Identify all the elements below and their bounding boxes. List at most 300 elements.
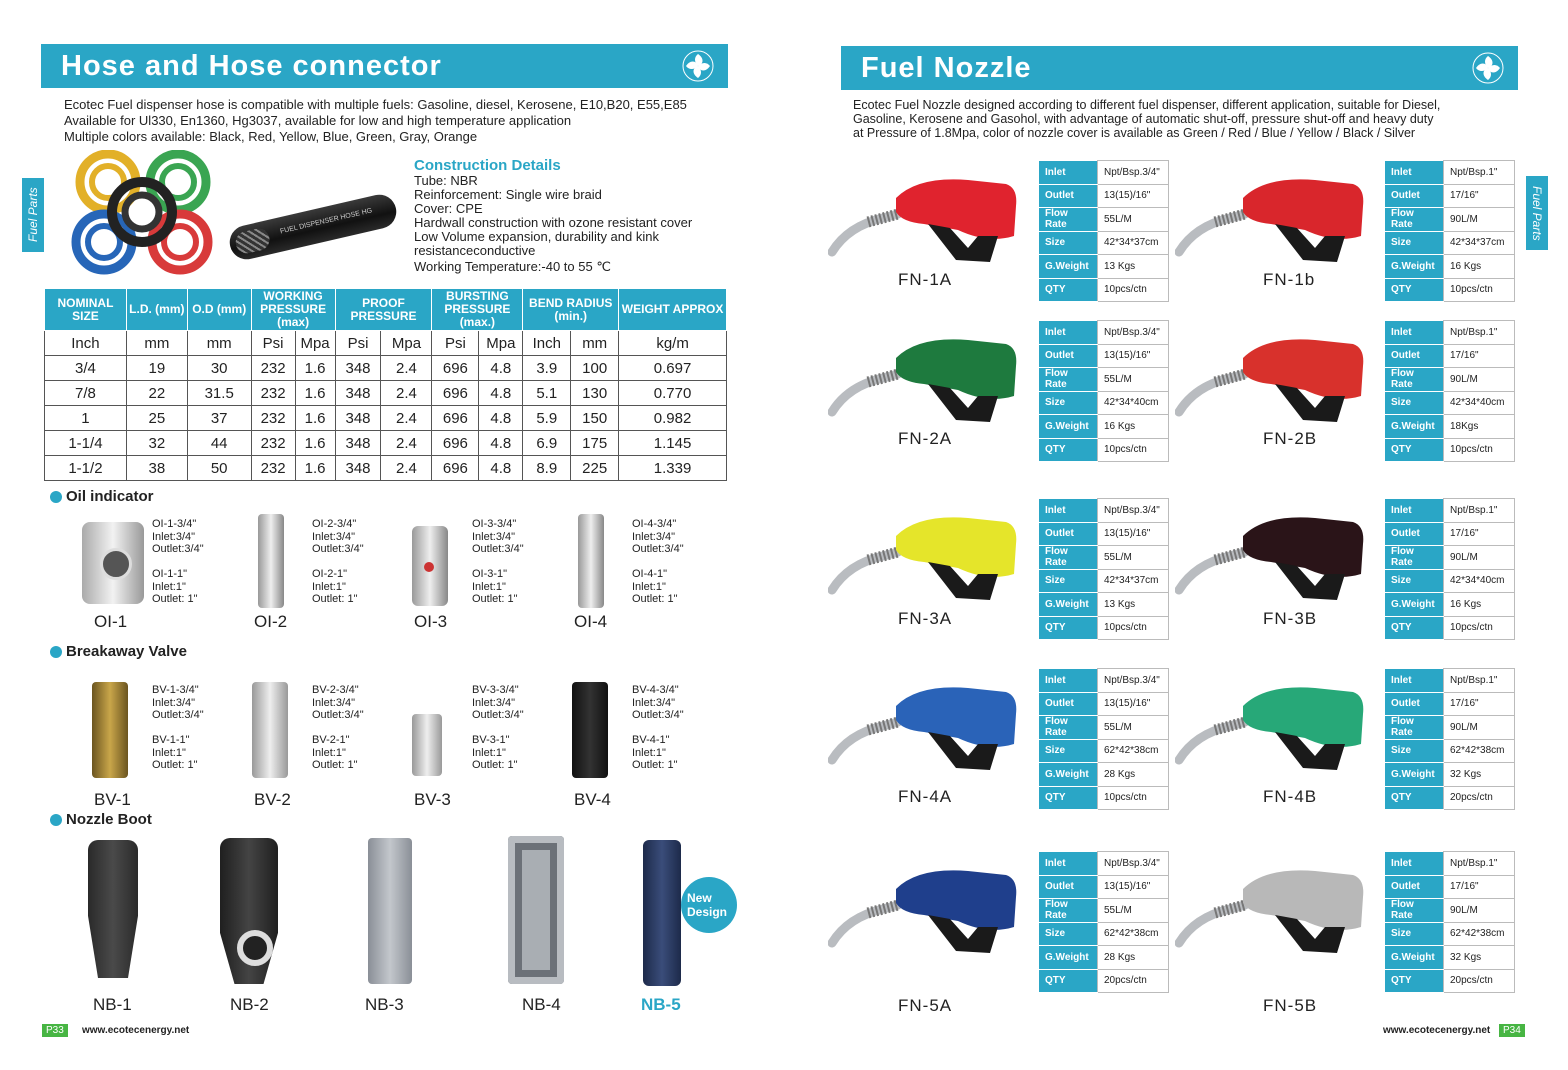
- spec-line: Inlet:1": [632, 580, 666, 593]
- spec-value: Npt/Bsp.1": [1444, 852, 1515, 876]
- oi-spec-b: [152, 568, 197, 606]
- right-banner-title: Fuel Nozzle: [861, 51, 1032, 84]
- spec-key: QTY: [1385, 438, 1444, 462]
- bv-photo: [252, 682, 288, 778]
- nb-1-label: NB-1: [93, 995, 132, 1014]
- spec-value: Npt/Bsp.3/4": [1098, 321, 1169, 345]
- spec-key: G.Weight: [1039, 946, 1098, 970]
- oi-label: OI-3: [414, 612, 448, 631]
- table-cell: 7/8: [45, 381, 127, 406]
- table-cell: 31.5: [187, 381, 251, 406]
- table-cell: 175: [571, 431, 619, 456]
- spec-key: Size: [1385, 231, 1444, 255]
- spec-line: Outlet:3/4": [312, 709, 364, 721]
- hose-section-photo: [226, 191, 399, 262]
- nozzle-model-label: FN-1b: [1263, 270, 1316, 289]
- bv-spec-b: [632, 734, 677, 772]
- nb-2-label: NB-2: [230, 995, 269, 1014]
- table-cell: 8.9: [523, 456, 571, 481]
- spec-line: Outlet: 1": [632, 593, 678, 605]
- spec-row: [1385, 763, 1515, 787]
- table-cell: 1.6: [295, 356, 335, 381]
- spec-key: Outlet: [1039, 344, 1098, 368]
- oi-spec-a: [632, 518, 684, 556]
- construction-title: Construction Details: [414, 157, 561, 174]
- bullet-dot: [50, 646, 62, 658]
- spec-key: Inlet: [1039, 161, 1098, 185]
- spec-key: Outlet: [1385, 692, 1444, 716]
- spec-line: OI-4-3/4": [632, 518, 677, 530]
- unit-cell: Inch: [523, 331, 571, 356]
- spec-row: [1039, 184, 1169, 208]
- nozzle-photo: [1175, 326, 1375, 426]
- spec-value: 13(15)/16": [1098, 184, 1169, 208]
- spec-row: [1039, 522, 1169, 546]
- spec-row: [1385, 208, 1515, 232]
- spec-value: 16 Kgs: [1444, 255, 1515, 279]
- spec-value: 17/16": [1444, 875, 1515, 899]
- spec-row: [1039, 391, 1169, 415]
- spec-row: [1385, 922, 1515, 946]
- spec-line: Inlet:1": [152, 746, 186, 759]
- spec-key: Outlet: [1039, 875, 1098, 899]
- header-working-pressure: WORKING PRESSURE (max): [251, 289, 335, 331]
- spec-row: [1385, 786, 1515, 810]
- nb-1-photo: [88, 840, 138, 978]
- oi-label: OI-2: [254, 612, 288, 631]
- spec-line: Outlet: 1": [472, 593, 518, 605]
- bv-photo: [572, 682, 608, 778]
- spec-row: [1039, 616, 1169, 640]
- spec-row: [1385, 321, 1515, 345]
- unit-cell: Psi: [432, 331, 479, 356]
- spec-key: Flow Rate: [1039, 716, 1098, 740]
- construction-details: [414, 157, 729, 274]
- table-cell: 696: [432, 356, 479, 381]
- spec-line: Inlet:1": [312, 580, 346, 593]
- spec-line: OI-2-3/4": [312, 518, 357, 530]
- table-cell: 5.9: [523, 406, 571, 431]
- bv-spec-a: [152, 684, 204, 722]
- spec-line: BV-2-1": [312, 734, 350, 746]
- spec-key: Inlet: [1385, 161, 1444, 185]
- nozzle-photo: [1175, 166, 1375, 266]
- table-cell: 2.4: [381, 356, 432, 381]
- table-cell: 6.9: [523, 431, 571, 456]
- spec-line: OI-1-3/4": [152, 518, 197, 530]
- breakaway-heading: [50, 643, 187, 660]
- nb-3-label: NB-3: [365, 995, 404, 1014]
- table-cell: 130: [571, 381, 619, 406]
- nozzle-photo: [1175, 674, 1375, 774]
- spec-value: 32 Kgs: [1444, 946, 1515, 970]
- table-cell: 5.1: [523, 381, 571, 406]
- spec-value: Npt/Bsp.1": [1444, 499, 1515, 523]
- oi-photo: [412, 526, 448, 606]
- table-cell: 100: [571, 356, 619, 381]
- spec-row: [1385, 716, 1515, 740]
- nozzle-model-label: FN-4A: [898, 787, 953, 806]
- table-cell: 232: [251, 381, 295, 406]
- spec-line: Inlet:1": [152, 580, 186, 593]
- spec-key: G.Weight: [1385, 415, 1444, 439]
- spec-row: [1039, 946, 1169, 970]
- spec-key: Inlet: [1385, 669, 1444, 693]
- spec-value: 42*34*37cm: [1098, 569, 1169, 593]
- spec-line: Inlet:3/4": [152, 530, 196, 543]
- nb-4-label: NB-4: [522, 995, 561, 1014]
- spec-key: Outlet: [1039, 184, 1098, 208]
- spec-key: Flow Rate: [1385, 716, 1444, 740]
- spec-row: [1039, 875, 1169, 899]
- spec-row: [1385, 946, 1515, 970]
- spec-key: QTY: [1385, 969, 1444, 993]
- oi-spec-a: [152, 518, 204, 556]
- table-body: [45, 331, 727, 481]
- left-banner: [41, 44, 728, 88]
- table-cell: 3.9: [523, 356, 571, 381]
- left-page-number: P33: [42, 1024, 68, 1037]
- spec-value: 62*42*38cm: [1098, 922, 1169, 946]
- table-cell: 3/4: [45, 356, 127, 381]
- spec-value: 62*42*38cm: [1444, 922, 1515, 946]
- spec-line: OI-1-1": [152, 568, 188, 580]
- spec-key: Size: [1039, 569, 1098, 593]
- intro-line: at Pressure of 1.8Mpa, color of nozzle cover is available as Green / Red / Blue / Yellow / Black / Silver: [853, 126, 1416, 140]
- left-footer-url[interactable]: www.ecotecenergy.net: [82, 1025, 190, 1036]
- spec-line: Inlet:3/4": [472, 696, 516, 709]
- nozzle-photo: [1175, 504, 1375, 604]
- spec-value: Npt/Bsp.1": [1444, 161, 1515, 185]
- spec-line: Outlet:3/4": [632, 709, 684, 721]
- table-cell: 1.145: [619, 431, 727, 456]
- spec-value: 17/16": [1444, 344, 1515, 368]
- spec-key: Outlet: [1385, 184, 1444, 208]
- spec-value: 55L/M: [1098, 368, 1169, 392]
- bullet-dot: [50, 491, 62, 503]
- right-page-number: P34: [1499, 1024, 1525, 1037]
- spec-row: [1385, 231, 1515, 255]
- spec-line: Outlet: 1": [312, 593, 358, 605]
- bv-label: BV-2: [254, 790, 291, 809]
- spec-line: Inlet:1": [632, 746, 666, 759]
- bv-label: BV-3: [414, 790, 451, 809]
- table-cell: 348: [335, 381, 381, 406]
- ecotec-logo-icon: [682, 50, 714, 82]
- nb-5-label: NB-5: [641, 995, 681, 1014]
- table-cell: 38: [126, 456, 187, 481]
- right-side-tab: Fuel Parts: [1526, 176, 1548, 250]
- nozzle-spec-table: [1385, 668, 1515, 810]
- spec-key: G.Weight: [1039, 593, 1098, 617]
- table-cell: 2.4: [381, 381, 432, 406]
- spec-value: Npt/Bsp.3/4": [1098, 499, 1169, 523]
- nozzle-model-label: FN-3B: [1263, 609, 1318, 628]
- nozzle-spec-table: [1385, 851, 1515, 993]
- left-side-tab: Fuel Parts: [22, 178, 44, 252]
- table-cell: 4.8: [479, 356, 523, 381]
- nb-4-photo: [508, 836, 564, 984]
- right-footer-url[interactable]: www.ecotecenergy.net: [1383, 1025, 1491, 1036]
- spec-line: BV-3-1": [472, 734, 510, 746]
- table-cell: 150: [571, 406, 619, 431]
- spec-key: Flow Rate: [1385, 208, 1444, 232]
- bv-spec-a: [312, 684, 364, 722]
- spec-value: 90L/M: [1444, 899, 1515, 923]
- spec-line: Inlet:1": [472, 580, 506, 593]
- spec-value: 10pcs/ctn: [1444, 278, 1515, 302]
- spec-line: Inlet:3/4": [472, 530, 516, 543]
- spec-value: 13(15)/16": [1098, 344, 1169, 368]
- spec-line: Outlet:3/4": [152, 709, 204, 721]
- spec-row: [1385, 616, 1515, 640]
- table-cell: 0.697: [619, 356, 727, 381]
- spec-row: [1039, 763, 1169, 787]
- spec-key: G.Weight: [1385, 593, 1444, 617]
- nozzle-model-label: FN-4B: [1263, 787, 1318, 806]
- spec-value: Npt/Bsp.3/4": [1098, 161, 1169, 185]
- spec-value: 42*34*37cm: [1098, 231, 1169, 255]
- spec-line: Outlet: 1": [312, 759, 358, 771]
- table-row: [45, 381, 727, 406]
- hose-spec-table: [44, 288, 727, 481]
- spec-row: [1039, 368, 1169, 392]
- table-cell: 1: [45, 406, 127, 431]
- spec-value: 90L/M: [1444, 208, 1515, 232]
- table-cell: 44: [187, 431, 251, 456]
- table-cell: 22: [126, 381, 187, 406]
- spec-key: Size: [1385, 569, 1444, 593]
- spec-value: 42*34*40cm: [1444, 569, 1515, 593]
- spec-value: 90L/M: [1444, 546, 1515, 570]
- right-intro: [853, 98, 1523, 140]
- bv-spec-a: [472, 684, 524, 722]
- spec-key: Outlet: [1039, 522, 1098, 546]
- table-cell: 348: [335, 456, 381, 481]
- nozzle-photo: [1175, 857, 1375, 957]
- spec-row: [1385, 669, 1515, 693]
- bv-spec-b: [152, 734, 197, 772]
- nb-2-ring: [237, 930, 273, 966]
- oi-label: OI-4: [574, 612, 608, 631]
- construction-line: Low Volume expansion, durability and kink: [414, 229, 659, 244]
- oi-photo: [258, 514, 284, 608]
- spec-key: QTY: [1385, 786, 1444, 810]
- spec-key: Flow Rate: [1385, 546, 1444, 570]
- table-cell: 1.6: [295, 431, 335, 456]
- spec-value: 16 Kgs: [1444, 593, 1515, 617]
- bv-photo: [412, 714, 442, 776]
- unit-cell: mm: [187, 331, 251, 356]
- nozzle-photo: [828, 674, 1028, 774]
- spec-value: 32 Kgs: [1444, 763, 1515, 787]
- spec-row: [1039, 499, 1169, 523]
- spec-value: 55L/M: [1098, 546, 1169, 570]
- table-cell: 2.4: [381, 406, 432, 431]
- spec-row: [1039, 208, 1169, 232]
- spec-row: [1385, 739, 1515, 763]
- spec-key: Inlet: [1039, 852, 1098, 876]
- unit-cell: mm: [571, 331, 619, 356]
- spec-row: [1385, 852, 1515, 876]
- spec-value: 18Kgs: [1444, 415, 1515, 439]
- table-cell: 19: [126, 356, 187, 381]
- spec-line: Inlet:3/4": [312, 530, 356, 543]
- table-cell: 1.6: [295, 381, 335, 406]
- spec-key: Size: [1385, 739, 1444, 763]
- table-cell: 50: [187, 456, 251, 481]
- table-cell: 232: [251, 356, 295, 381]
- spec-key: Size: [1039, 391, 1098, 415]
- spec-value: 20pcs/ctn: [1098, 969, 1169, 993]
- spec-row: [1039, 569, 1169, 593]
- spec-key: Inlet: [1385, 321, 1444, 345]
- nozzle-spec-table: [1039, 320, 1169, 462]
- ecotec-logo-icon: [1472, 52, 1504, 84]
- new-design-badge: [681, 877, 737, 933]
- spec-row: [1039, 161, 1169, 185]
- construction-line: Cover: CPE: [414, 201, 483, 216]
- table-cell: 1-1/2: [45, 456, 127, 481]
- spec-value: 20pcs/ctn: [1444, 786, 1515, 810]
- table-cell: 696: [432, 456, 479, 481]
- table-cell: 696: [432, 406, 479, 431]
- spec-row: [1385, 438, 1515, 462]
- spec-key: G.Weight: [1385, 946, 1444, 970]
- spec-key: Size: [1039, 922, 1098, 946]
- nozzle-model-label: FN-2A: [898, 429, 953, 448]
- spec-row: [1039, 415, 1169, 439]
- oi-spec-a: [312, 518, 364, 556]
- intro-line: Multiple colors available: Black, Red, Yellow, Blue, Green, Gray, Orange: [64, 129, 478, 144]
- construction-line: resistanceconductive: [414, 243, 536, 258]
- construction-line: Tube: NBR: [414, 173, 478, 188]
- oi-spec-a: [472, 518, 524, 556]
- nozzle-photo: [828, 504, 1028, 604]
- spec-key: Flow Rate: [1039, 368, 1098, 392]
- new-design-line: Design: [687, 905, 728, 919]
- spec-value: 28 Kgs: [1098, 946, 1169, 970]
- spec-line: Outlet:3/4": [472, 709, 524, 721]
- spec-row: [1039, 546, 1169, 570]
- header-bend-radius: BEND RADIUS (min.): [523, 289, 619, 331]
- spec-line: OI-2-1": [312, 568, 348, 580]
- nb-5-photo: [643, 840, 681, 986]
- spec-value: 13(15)/16": [1098, 692, 1169, 716]
- spec-key: G.Weight: [1039, 763, 1098, 787]
- spec-key: Flow Rate: [1385, 899, 1444, 923]
- spec-value: 90L/M: [1444, 368, 1515, 392]
- spec-key: Inlet: [1385, 499, 1444, 523]
- spec-line: BV-1-1": [152, 734, 190, 746]
- spec-value: 62*42*38cm: [1098, 739, 1169, 763]
- spec-key: Size: [1385, 391, 1444, 415]
- table-cell: 1.6: [295, 456, 335, 481]
- spec-row: [1039, 278, 1169, 302]
- header-ld: L.D. (mm): [126, 289, 187, 331]
- spec-value: Npt/Bsp.1": [1444, 321, 1515, 345]
- bv-label: BV-4: [574, 790, 611, 809]
- breakaway-title: Breakaway Valve: [66, 643, 187, 660]
- spec-line: Outlet: 1": [152, 759, 198, 771]
- nozzle-spec-table: [1039, 160, 1169, 302]
- spec-value: 17/16": [1444, 184, 1515, 208]
- nozzle-model-label: FN-5B: [1263, 996, 1318, 1015]
- table-row: [45, 356, 727, 381]
- bv-spec-b: [312, 734, 357, 772]
- left-intro: [64, 97, 729, 145]
- table-cell: 1.6: [295, 406, 335, 431]
- oi-spec-b: [312, 568, 357, 606]
- spec-value: 13 Kgs: [1098, 593, 1169, 617]
- spec-value: 10pcs/ctn: [1098, 438, 1169, 462]
- spec-key: G.Weight: [1039, 255, 1098, 279]
- spec-key: Flow Rate: [1385, 368, 1444, 392]
- table-cell: 348: [335, 406, 381, 431]
- spec-row: [1385, 522, 1515, 546]
- hose-braid: [234, 226, 272, 255]
- left-banner-title: Hose and Hose connector: [61, 49, 442, 82]
- spec-row: [1385, 969, 1515, 993]
- hose-coils-photo: [70, 150, 215, 275]
- bv-spec-a: [632, 684, 684, 722]
- spec-line: Outlet: 1": [472, 759, 518, 771]
- spec-line: Outlet:3/4": [472, 543, 524, 555]
- spec-value: 90L/M: [1444, 716, 1515, 740]
- spec-value: Npt/Bsp.1": [1444, 669, 1515, 693]
- spec-row: [1385, 278, 1515, 302]
- spec-row: [1385, 546, 1515, 570]
- spec-line: Inlet:1": [472, 746, 506, 759]
- spec-line: OI-3-1": [472, 568, 508, 580]
- spec-value: 10pcs/ctn: [1098, 786, 1169, 810]
- spec-row: [1039, 593, 1169, 617]
- spec-value: 20pcs/ctn: [1444, 969, 1515, 993]
- spec-value: 13 Kgs: [1098, 255, 1169, 279]
- spec-row: [1385, 899, 1515, 923]
- table-cell: 37: [187, 406, 251, 431]
- hose-print: FUEL DISPENSER HOSE HG: [279, 207, 373, 236]
- unit-cell: Psi: [251, 331, 295, 356]
- table-cell: 0.982: [619, 406, 727, 431]
- nozzle-model-label: FN-2B: [1263, 429, 1318, 448]
- table-row: [45, 406, 727, 431]
- bullet-dot: [50, 814, 62, 826]
- spec-row: [1385, 415, 1515, 439]
- spec-key: Outlet: [1385, 344, 1444, 368]
- table-cell: 232: [251, 406, 295, 431]
- oil-indicator-title: Oil indicator: [66, 488, 154, 505]
- spec-value: 42*34*40cm: [1444, 391, 1515, 415]
- table-cell: 2.4: [381, 431, 432, 456]
- oi-photo: [578, 514, 604, 608]
- table-cell: 0.770: [619, 381, 727, 406]
- spec-row: [1385, 593, 1515, 617]
- spec-row: [1039, 786, 1169, 810]
- table-cell: 232: [251, 431, 295, 456]
- spec-line: OI-4-1": [632, 568, 668, 580]
- spec-line: OI-3-3/4": [472, 518, 517, 530]
- nozzle-spec-table: [1385, 498, 1515, 640]
- spec-row: [1385, 569, 1515, 593]
- spec-line: Outlet:3/4": [632, 543, 684, 555]
- spec-row: [1385, 255, 1515, 279]
- nozzle-spec-table: [1039, 668, 1169, 810]
- spec-row: [1039, 922, 1169, 946]
- spec-value: Npt/Bsp.3/4": [1098, 852, 1169, 876]
- nozzle-spec-table: [1039, 851, 1169, 993]
- spec-row: [1039, 255, 1169, 279]
